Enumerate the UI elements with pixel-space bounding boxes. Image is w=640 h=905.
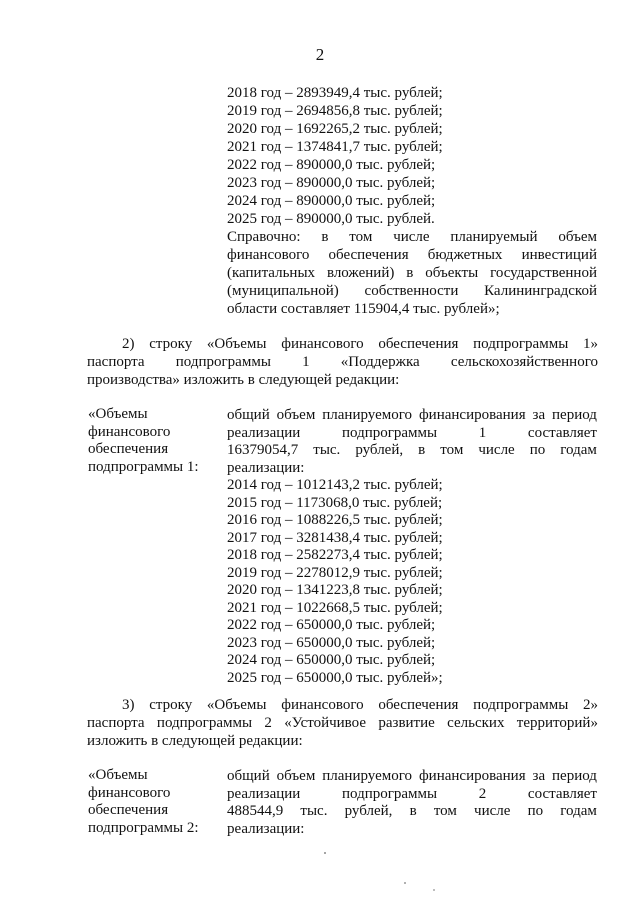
word: 1 [302, 354, 310, 370]
word: финансирования [418, 768, 526, 784]
word: 16379054,7 [227, 442, 299, 458]
intro-line [87, 714, 598, 732]
label-line: «Объемы [88, 767, 148, 783]
word: паспорта [87, 354, 145, 370]
value-line [227, 802, 597, 820]
word: 2 [264, 715, 272, 731]
section2-row-label [88, 406, 199, 476]
year-line: 2021 год – 1374841,7 тыс. рублей; [227, 139, 443, 155]
word: том [440, 442, 464, 458]
word: 2» [583, 697, 598, 713]
word: числе [393, 229, 430, 245]
word: обеспечения [378, 697, 459, 713]
year-line: 2021 год – 1022668,5 тыс. рублей; [227, 599, 443, 616]
year-line: 2015 год – 1173068,0 тыс. рублей; [227, 494, 443, 511]
page-number: 2 [315, 45, 325, 64]
year-line: 2022 год – 650000,0 тыс. рублей; [227, 617, 436, 633]
year-line: 2023 год – 650000,0 тыс. рублей; [227, 634, 436, 651]
word: объем [558, 229, 597, 245]
note-line-last: области составляет 115904,4 тыс. рублей»; [227, 301, 500, 317]
word: планируемого [322, 768, 413, 784]
word: объем [276, 407, 316, 423]
word: тыс. [313, 442, 341, 458]
note-line [227, 264, 597, 282]
word: 1» [583, 336, 598, 352]
word: инвестиций [521, 247, 597, 263]
word: годам [560, 803, 597, 819]
word: объекты [425, 265, 479, 281]
word: (капитальных [227, 265, 316, 281]
word: реализации [227, 424, 301, 441]
word: сельскохозяйственного [450, 354, 598, 370]
label-line: финансового [88, 784, 171, 801]
word: бюджетных [427, 247, 503, 263]
note-line [227, 228, 597, 246]
year-line: 2017 год – 3281438,4 тыс. рублей; [227, 529, 443, 546]
word: «Устойчивое [284, 715, 367, 731]
word: 3) [122, 697, 135, 713]
year-line: 2022 год – 890000,0 тыс. рублей; [227, 157, 436, 173]
scan-speck [433, 889, 435, 891]
word: развитие [378, 715, 435, 731]
word: составляет [527, 785, 597, 802]
word: рублей, [355, 442, 404, 458]
word: 488544,9 [227, 803, 284, 819]
word: «Объемы [206, 336, 267, 352]
word: за [532, 407, 546, 423]
label-line: обеспечения [88, 802, 169, 818]
word: сельских [447, 715, 505, 731]
label-line: «Объемы [88, 406, 148, 422]
intro-line [122, 335, 598, 353]
value-line [227, 406, 597, 424]
label-line: подпрограммы 2: [88, 819, 199, 836]
word: «Объемы [206, 697, 267, 713]
word: (муниципальной) [227, 283, 339, 299]
word: 1 [478, 424, 487, 441]
year-line: 2014 год – 1012143,2 тыс. рублей; [227, 477, 443, 493]
word: по [529, 442, 546, 458]
year-line: 2019 год – 2278012,9 тыс. рублей; [227, 564, 443, 581]
value-line [227, 424, 597, 442]
word: строку [149, 697, 193, 713]
word: том [349, 229, 373, 245]
year-line: 2023 год – 890000,0 тыс. рублей; [227, 175, 436, 191]
word: период [552, 407, 597, 423]
word: финансового [281, 336, 364, 352]
word: тыс. [300, 803, 328, 819]
label-line: финансового [88, 423, 171, 440]
year-line: 2018 год – 2582273,4 тыс. рублей; [227, 547, 443, 563]
word: числе [478, 442, 515, 458]
section3-row-label [88, 767, 199, 837]
intro-line: изложить в следующей редакции: [87, 733, 303, 749]
value-line: реализации: [227, 459, 305, 476]
word: подпрограммы [156, 715, 253, 731]
word: подпрограммы [175, 354, 271, 370]
note-line [227, 282, 597, 300]
word: Калининградской [484, 283, 597, 299]
word: «Поддержка [340, 354, 420, 370]
word: территорий» [516, 715, 598, 731]
value-line: реализации: [227, 820, 305, 837]
scan-speck [404, 882, 406, 884]
value-line [227, 441, 597, 459]
word: реализации [227, 785, 301, 802]
word: период [552, 768, 597, 784]
word: по [527, 803, 544, 819]
word: собственности [364, 283, 459, 299]
word: планируемого [322, 407, 413, 423]
word: планируемый [450, 229, 538, 245]
word: годам [560, 442, 597, 458]
note-line [227, 246, 597, 264]
year-line: 2024 год – 650000,0 тыс. рублей; [227, 652, 436, 668]
word: обеспечения [328, 247, 409, 263]
word: паспорта [87, 715, 145, 731]
word: общий [227, 407, 270, 423]
word: строку [149, 336, 193, 352]
word: в [418, 442, 426, 458]
year-line: 2020 год – 1692265,2 тыс. рублей; [227, 121, 443, 137]
word: в [321, 229, 329, 245]
value-line [227, 767, 597, 785]
word: Справочно: [227, 229, 301, 245]
year-line: 2019 год – 2694856,8 тыс. рублей; [227, 103, 443, 119]
word: вложений) [326, 265, 395, 281]
label-line: обеспечения [88, 441, 169, 457]
word: подпрограммы [341, 424, 438, 441]
year-line: 2016 год – 1088226,5 тыс. рублей; [227, 512, 443, 528]
scan-speck [324, 852, 326, 854]
word: финансового [281, 697, 364, 713]
intro-line: производства» изложить в следующей редакции: [87, 372, 400, 388]
label-line: подпрограммы 1: [88, 458, 199, 475]
word: подпрограммы [473, 336, 569, 352]
word: составляет [527, 424, 597, 441]
word: 2) [122, 336, 135, 352]
word: в [406, 265, 414, 281]
year-line: 2024 год – 890000,0 тыс. рублей; [227, 193, 436, 209]
year-line: 2018 год – 2893949,4 тыс. рублей; [227, 85, 443, 101]
year-line: 2025 год – 650000,0 тыс. рублей»; [227, 669, 443, 686]
word: том [433, 803, 457, 819]
word: объем [276, 768, 316, 784]
word: рублей, [344, 803, 393, 819]
word: подпрограммы [473, 697, 569, 713]
word: подпрограммы [341, 785, 438, 802]
year-line: 2020 год – 1341223,8 тыс. рублей; [227, 582, 443, 598]
word: финансирования [418, 407, 526, 423]
word: в [409, 803, 417, 819]
value-line [227, 785, 597, 803]
intro-line [122, 696, 598, 714]
word: финансового [227, 247, 310, 263]
word: числе [474, 803, 511, 819]
year-line: 2025 год – 890000,0 тыс. рублей. [227, 211, 435, 227]
word: общий [227, 768, 270, 784]
word: государственной [490, 265, 597, 281]
word: 2 [478, 785, 487, 802]
word: за [532, 768, 546, 784]
word: обеспечения [378, 336, 459, 352]
intro-line [87, 353, 598, 371]
